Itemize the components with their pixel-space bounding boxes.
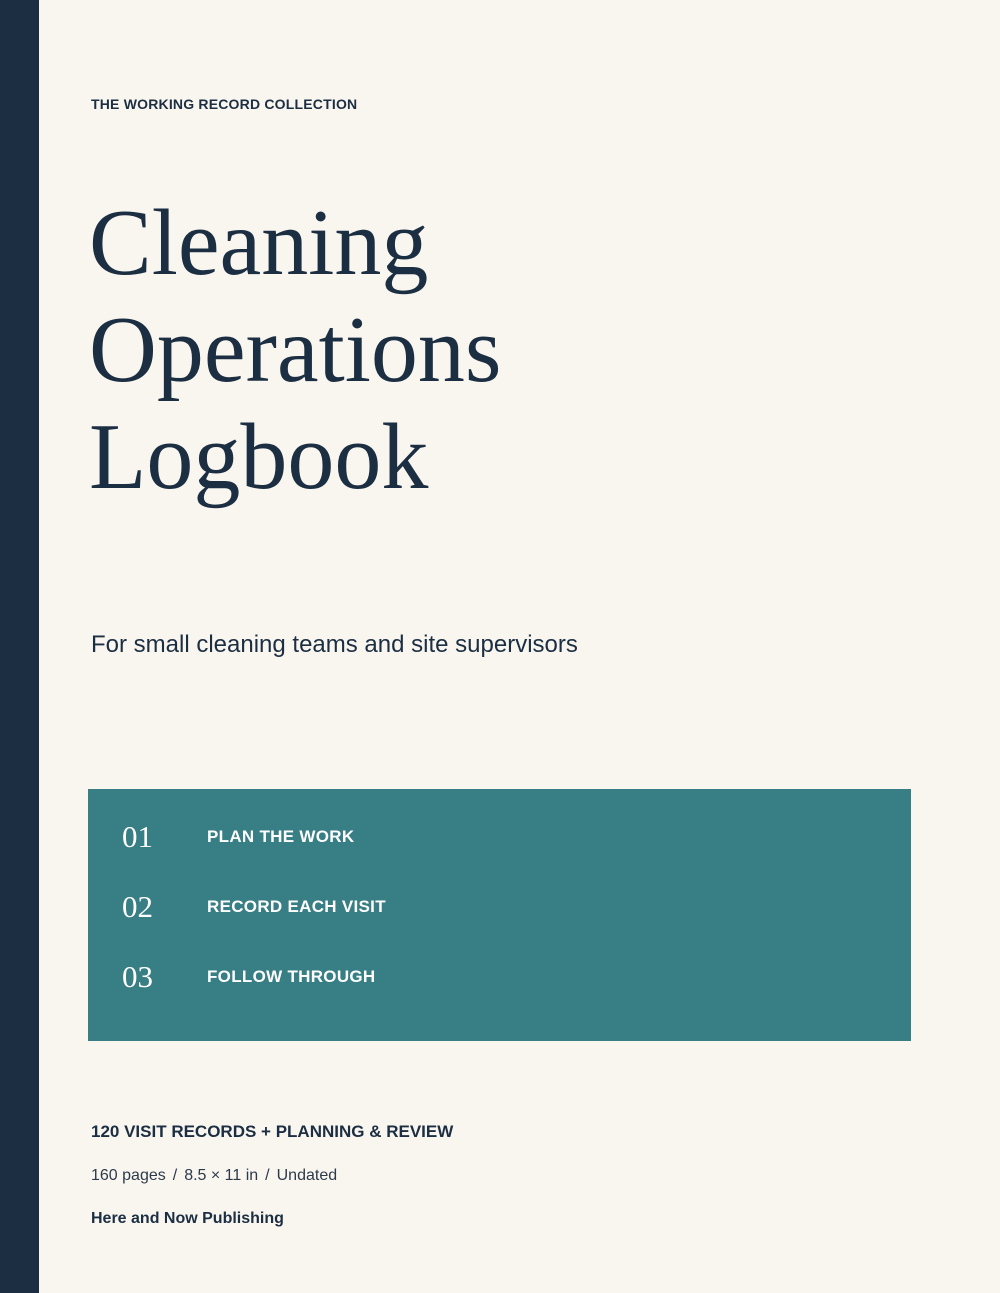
book-specs — [91, 1167, 337, 1185]
contents-summary: 120 VISIT RECORDS + PLANNING & REVIEW — [91, 1122, 454, 1141]
dating-type: Undated — [276, 1167, 338, 1184]
step-number: 01 — [122, 819, 153, 854]
step-item-record — [88, 887, 911, 927]
book-subtitle: For small cleaning teams and site supervisors — [91, 631, 578, 658]
title-line-1: Cleaning — [89, 191, 429, 295]
step-label: FOLLOW THROUGH — [207, 967, 376, 986]
steps-panel — [88, 789, 911, 1041]
title-line-3: Logbook — [89, 405, 429, 509]
publisher-name: Here and Now Publishing — [91, 1210, 284, 1227]
spec-separator: / — [172, 1167, 178, 1184]
cover-spine-bar — [0, 0, 39, 1293]
spec-separator: / — [265, 1167, 270, 1184]
step-label: PLAN THE WORK — [207, 827, 355, 846]
step-number: 02 — [122, 889, 153, 924]
trim-size: 8.5 × 11 in — [184, 1167, 259, 1184]
page-count: 160 pages — [91, 1167, 166, 1184]
step-number: 03 — [122, 959, 153, 994]
book-title — [89, 190, 501, 511]
series-name: THE WORKING RECORD COLLECTION — [91, 96, 358, 112]
step-label: RECORD EACH VISIT — [207, 897, 386, 916]
title-line-2: Operations — [89, 298, 502, 402]
step-item-plan — [88, 817, 911, 857]
step-item-follow-through — [88, 957, 911, 997]
